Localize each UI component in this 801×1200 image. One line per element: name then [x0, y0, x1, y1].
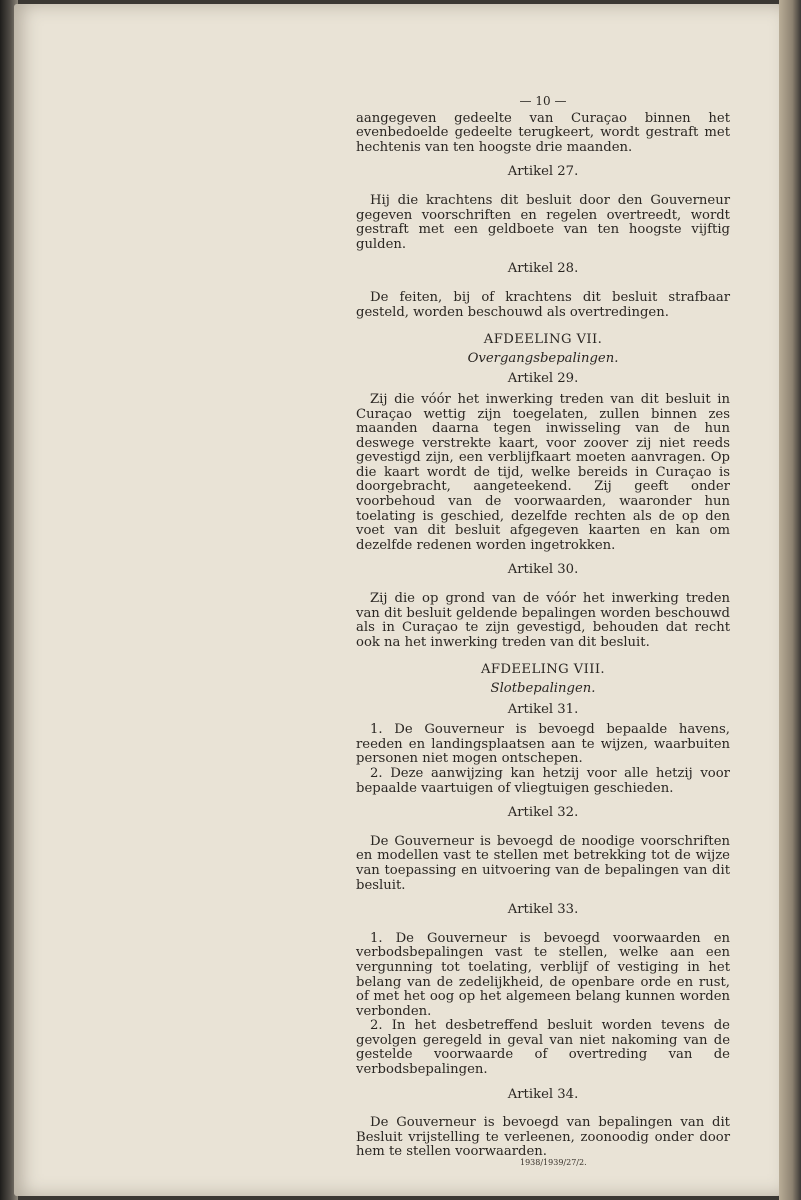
article-32-heading: Artikel 32.: [507, 805, 579, 821]
article-33-clause-2: 2. In het desbetreffend besluit worden tevens de gevolgen geregeld in geval van niet nakoming van de gestelde voorwaarde of overtreding van de verbodsbepalingen.: [356, 1018, 730, 1078]
afdeeling-8-heading: AFDEELING VIII.: [480, 662, 606, 678]
document-body: [356, 94, 730, 1160]
article-29-text: Zij die vóór het inwerking treden van dit besluit in Curaçao wettig zijn toegelaten, zullen binnen zes maanden daarna tegen inwisseling van de hun deswege verstrekte kaart, voor zoover zij niet reeds gevestigd zijn, een verblijfkaart moeten aanvragen. Op die kaart wordt de tijd, welke bereids in Curaçao is doorgebracht, aangeteekend. Zij geeft onder voorbehoud van de voorwaarden, waaronder hun toelating is geschied, dezelfde rechten als de op den voet van dit besluit afgegeven kaarten en kan om dezelfde redenen worden ingetrokken.: [356, 391, 730, 553]
bleed-through-text: [54, 92, 324, 138]
article-34-text: De Gouverneur is bevoegd van bepalingen van dit Besluit vrijstelling te verleenen, zoonoodig onder door hem te stellen voorwaarden.: [356, 1115, 730, 1160]
article-31-clause-1: 1. De Gouverneur is bevoegd bepaalde havens, reeden en landingsplaatsen aan te wijzen, waarbuiten personen niet mogen ontschepen.: [356, 722, 730, 767]
article-28-heading: Artikel 28.: [507, 261, 579, 277]
archive-code: 1938/1939/27/2.: [520, 1158, 587, 1167]
article-27-heading: Artikel 27.: [507, 164, 579, 180]
article-33-heading: Artikel 33.: [507, 902, 579, 918]
article-28-text: De feiten, bij of krachtens dit besluit strafbaar gesteld, worden beschouwd als overtredingen.: [356, 289, 730, 320]
article-33-clause-1: 1. De Gouverneur is bevoegd voorwaarden en verbodsbepalingen vast te stellen, welke aan een vergunning tot toelating, verblijf of vestiging in het belang van de zedelijkheid, de openbare orde en rust, of met het oog op het algemeen belang kunnen worden verbonden.: [356, 930, 730, 1019]
afdeeling-7-subheading: Overgangsbepalingen.: [467, 350, 619, 366]
afdeeling-7-heading: AFDEELING VII.: [483, 332, 603, 348]
page-number: — 10 —: [519, 94, 567, 108]
page-edge: [779, 0, 801, 1200]
article-30-heading: Artikel 30.: [507, 562, 579, 578]
afdeeling-8-subheading: Slotbepalingen.: [490, 681, 596, 696]
article-32-text: De Gouverneur is bevoegd de noodige voorschriften en modellen vast te stellen met betrekking tot de wijze van toepassing en uitvoering van de bepalingen van dit besluit.: [356, 833, 730, 893]
article-31-clause-2: 2. Deze aanwijzing kan hetzij voor alle hetzij voor bepaalde vaartuigen of vliegtuigen geschieden.: [356, 765, 730, 796]
article-27-text: Hij die krachtens dit besluit door den Gouverneur gegeven voorschriften en regelen overtreedt, wordt gestraft met een geldboete van ten hoogste vijftig gulden.: [356, 192, 730, 252]
article-29-heading: Artikel 29.: [507, 371, 579, 387]
continuation-paragraph: aangegeven gedeelte van Curaçao binnen het evenbedoelde gedeelte terugkeert, wordt gestraft met hechtenis van ten hoogste drie maanden.: [356, 110, 730, 155]
article-34-heading: Artikel 34.: [507, 1086, 579, 1102]
article-30-text: Zij die op grond van de vóór het inwerking treden van dit besluit geldende bepalingen worden beschouwd als in Curaçao te zijn gevestigd, behouden dat recht ook na het inwerking treden van dit besluit.: [356, 591, 730, 650]
article-31-heading: Artikel 31.: [507, 701, 579, 717]
